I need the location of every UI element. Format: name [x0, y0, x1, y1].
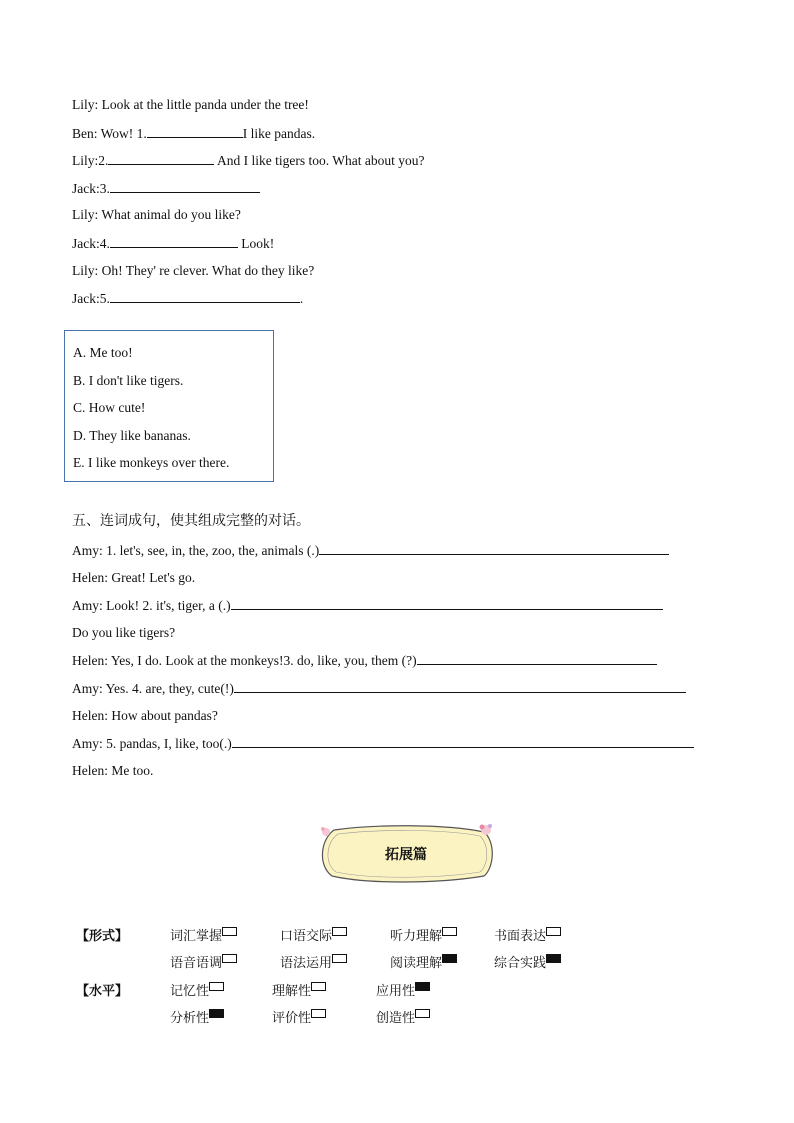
- dialogue-2-line: [72, 541, 669, 560]
- line-prompt: Jack:5.: [72, 291, 110, 307]
- checklist-item: [390, 952, 457, 971]
- form-label: 【形式】: [76, 929, 129, 944]
- line-prompt: Amy: 1. let's, see, in, the, zoo, the, animals (.): [72, 543, 320, 558]
- answer-blank[interactable]: [232, 734, 694, 748]
- answer-blank[interactable]: [231, 596, 663, 610]
- checked-box-icon[interactable]: [546, 954, 561, 963]
- dialogue-2-line: [72, 624, 175, 642]
- checklist-label: 语音语调: [170, 956, 223, 971]
- answer-blank[interactable]: [110, 234, 238, 248]
- badge-label: 拓展篇: [385, 847, 427, 863]
- dialogue-1-line: [72, 124, 315, 143]
- dialogue-1-line: [72, 179, 260, 198]
- answer-blank[interactable]: [319, 541, 669, 555]
- checklist-label: 创造性: [376, 1011, 416, 1026]
- checklist-item: [170, 925, 237, 944]
- dialogue-1-line: [72, 289, 303, 308]
- empty-box-icon[interactable]: [332, 954, 347, 963]
- option-item: A. Me too!: [73, 345, 133, 360]
- section-5-title: 五、连词成句，使其组成完整的对话。: [72, 513, 310, 529]
- line-prompt: Helen: Yes, I do. Look at the monkeys!3. do, like, you, them (?): [72, 653, 417, 669]
- empty-box-icon[interactable]: [332, 927, 347, 936]
- line-prompt: Jack:4.: [72, 236, 110, 251]
- checked-box-icon[interactable]: [209, 1009, 224, 1018]
- option-item: B. I don't like tigers.: [73, 372, 184, 388]
- dialogue-1-line: [72, 262, 314, 280]
- line-prompt: Amy: Yes. 4. are, they, cute(!): [72, 681, 234, 696]
- empty-box-icon[interactable]: [311, 982, 326, 991]
- answer-blank[interactable]: [110, 289, 300, 303]
- line-text: Lily: Look at the little panda under the tree!: [72, 97, 309, 112]
- empty-box-icon[interactable]: [546, 927, 561, 936]
- options-box: [64, 330, 274, 482]
- checklist-label: 书面表达: [494, 929, 547, 944]
- line-text: Helen: How about pandas?: [72, 707, 218, 723]
- dialogue-2-line: [72, 762, 153, 780]
- empty-box-icon[interactable]: [415, 1009, 430, 1018]
- empty-box-icon[interactable]: [311, 1009, 326, 1018]
- checklist-label: 阅读理解: [390, 956, 443, 971]
- dialogue-2-line: [72, 734, 694, 753]
- checked-box-icon[interactable]: [442, 954, 457, 963]
- empty-box-icon[interactable]: [222, 927, 237, 936]
- dialogue-1-line: [72, 206, 241, 224]
- dialogue-1-line: [72, 151, 424, 170]
- empty-box-icon[interactable]: [442, 927, 457, 936]
- dialogue-2-line: [72, 569, 195, 587]
- dialogue-1-line: [72, 234, 274, 253]
- line-suffix: I like pandas.: [242, 125, 316, 141]
- checked-box-icon[interactable]: [415, 982, 430, 991]
- answer-blank[interactable]: [417, 651, 657, 665]
- line-text: Lily: Oh! They' re clever. What do they like?: [72, 262, 315, 278]
- checklist-label: 口语交际: [280, 929, 333, 944]
- line-prompt: Amy: Look! 2. it's, tiger, a (.): [72, 598, 231, 614]
- line-text: Do you like tigers?: [72, 624, 176, 640]
- line-prompt: Ben: Wow! 1.: [72, 125, 147, 141]
- option-item: D. They like bananas.: [73, 427, 191, 443]
- checklist-item: [272, 980, 326, 999]
- checklist-item: [494, 925, 561, 944]
- checklist-label: 理解性: [272, 984, 312, 999]
- line-text: Helen: Me too.: [72, 762, 154, 778]
- dialogue-2-line: [72, 651, 657, 670]
- checklist-label: 评价性: [272, 1011, 312, 1026]
- checklist-item: [170, 980, 224, 999]
- checklist-label: 应用性: [376, 984, 416, 999]
- checklist-label: 听力理解: [390, 929, 443, 944]
- extension-badge: [316, 822, 496, 884]
- checklist-item: [376, 980, 430, 999]
- line-prompt: Lily:2.: [72, 153, 109, 169]
- checklist-item: [494, 952, 561, 971]
- empty-box-icon[interactable]: [209, 982, 224, 991]
- dialogue-2-line: [72, 679, 686, 698]
- line-text: Lily: What animal do you like?: [72, 207, 241, 223]
- checklist-item: [272, 1007, 326, 1026]
- dialogue-2-line: [72, 596, 663, 615]
- checklist-label: 分析性: [170, 1011, 210, 1026]
- checklist-item: [390, 925, 457, 944]
- answer-blank[interactable]: [108, 151, 214, 165]
- line-prompt: Amy: 5. pandas, I, like, too(.): [72, 736, 232, 752]
- checklist-item: [170, 952, 237, 971]
- checklist-item: [280, 925, 347, 944]
- checklist-item: [170, 1007, 224, 1026]
- answer-blank[interactable]: [234, 679, 686, 693]
- checklist-label: 语法运用: [280, 956, 333, 971]
- checklist-item: [376, 1007, 430, 1026]
- checklist-label: 记忆性: [170, 984, 210, 999]
- answer-blank[interactable]: [110, 179, 260, 193]
- dialogue-1-line: [72, 96, 309, 114]
- line-suffix: Look!: [237, 236, 275, 251]
- line-prompt: Jack:3.: [72, 180, 110, 196]
- line-suffix: .: [299, 291, 304, 307]
- answer-blank[interactable]: [147, 124, 243, 138]
- checklist-item: [280, 952, 347, 971]
- option-item: C. How cute!: [73, 400, 146, 416]
- checklist-label: 综合实践: [494, 956, 547, 971]
- level-label: 【水平】: [76, 984, 129, 999]
- empty-box-icon[interactable]: [222, 954, 237, 963]
- line-suffix: And I like tigers too. What about you?: [214, 153, 425, 169]
- line-text: Helen: Great! Let's go.: [72, 569, 196, 585]
- checklist-label: 词汇掌握: [170, 929, 223, 944]
- option-item: E. I like monkeys over there.: [73, 455, 230, 471]
- dialogue-2-line: [72, 707, 218, 725]
